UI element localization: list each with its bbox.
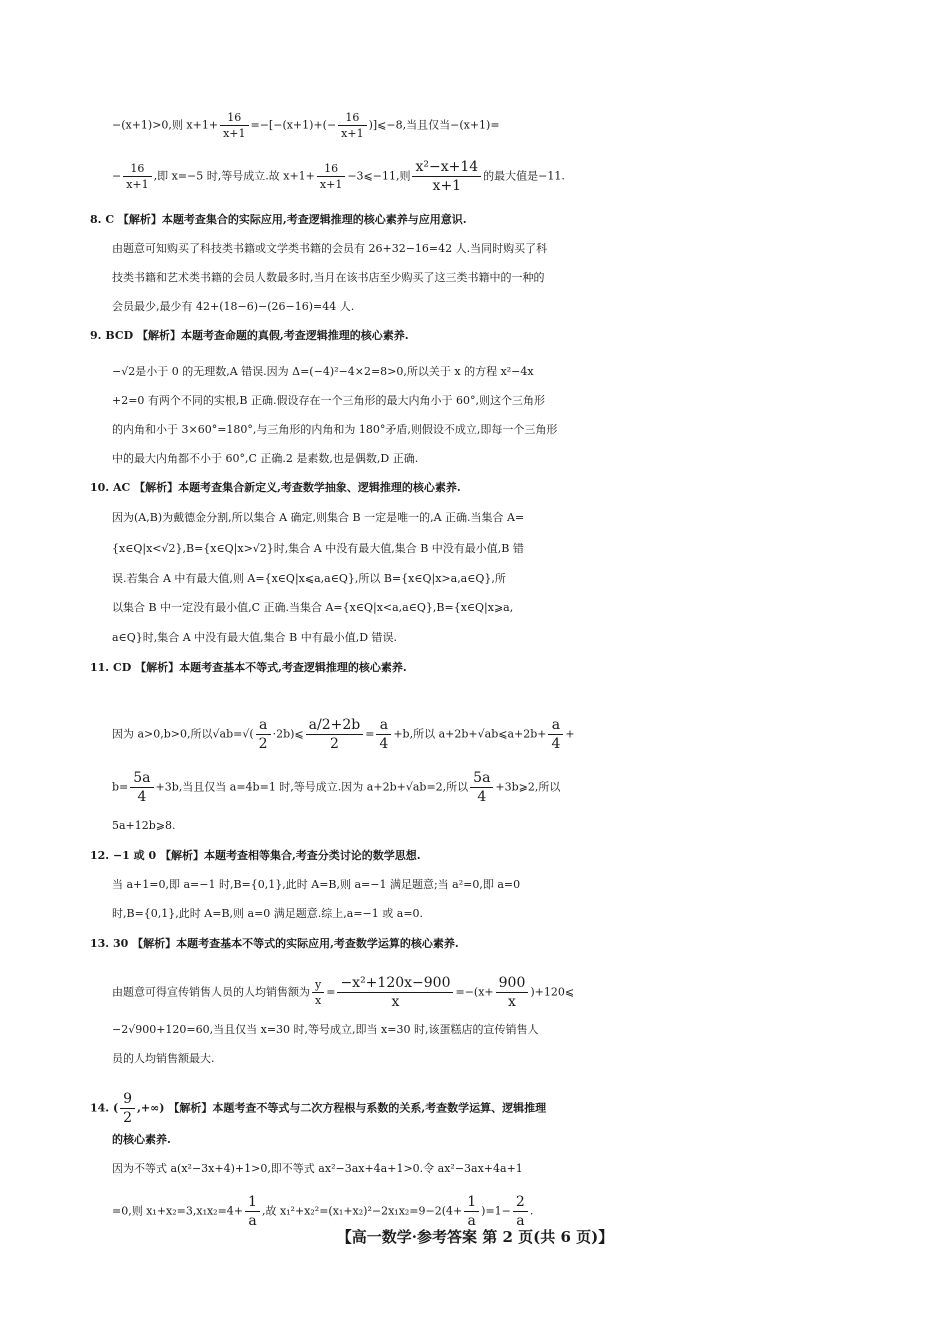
q10-body-1: 因为(A,B)为戴德金分割,所以集合 A 确定,则集合 B 一定是唯一的,A 正确.当集合 A= <box>112 511 525 524</box>
q13-heading: 13. 30 【解析】本题考查基本不等式的实际应用,考查数学运算的核心素养. <box>90 937 459 950</box>
q9-body-3: 的内角和小于 3×60°=180°,与三角形的内角和为 180°矛盾,则假设不成立,即每一个三角形 <box>112 423 558 436</box>
q8-body-1: 由题意可知购买了科技类书籍或文学类书籍的会员有 26+32−16=42 人.当同时购买了科 <box>112 242 548 255</box>
q14-heading: 14. ( $\frac{9}{2}$ ,+∞) 【解析】本题考查不等式与二次方程根与系数的关系,考查数学运算、逻辑推理 <box>90 1091 547 1126</box>
fraction: $\frac{16}{x+1}$ <box>317 163 345 190</box>
q12-body-2: 时,B={0,1},此时 A=B,则 a=0 满足题意.综上,a=−1 或 a=0. <box>112 907 424 920</box>
q10-body-2: {x∈Q|x<√2},B={x∈Q|x>√2}时,集合 A 中没有最大值,集合 B 中没有最小值,B 错 <box>112 542 524 555</box>
text: −(x+1)>0,则 x+1+ <box>112 118 219 132</box>
q10-body-5: a∈Q}时,集合 A 中没有最大值,集合 B 中有最小值,D 错误. <box>112 631 398 644</box>
fraction: $\frac{a/2+2b}{2}$ <box>306 718 364 751</box>
fraction: $\frac{9}{2}$ <box>120 1092 135 1125</box>
q14-body-2: =0,则 x₁+x₂=3,x₁x₂=4+ $\frac{1}{a}$ ,故 x₁²+x₂²=(x₁+x₂)²−2x₁x₂=9−2(4+ $\frac{1}{a}$ )=1− $\frac{2}{a}$ . <box>112 1194 534 1229</box>
q9-body-1: −√2是小于 0 的无理数,A 错误.因为 Δ=(−4)²−4×2=8>0,所以关于 x 的方程 x²−4x <box>112 365 534 378</box>
fraction: $\frac{900}{x}$ <box>496 976 529 1009</box>
fraction: $\frac{16}{x+1}$ <box>220 112 248 139</box>
q12-body-1: 当 a+1=0,即 a=−1 时,B={0,1},此时 A=B,则 a=−1 满足题意;当 a²=0,即 a=0 <box>112 878 521 891</box>
q11-body-1: 因为 a>0,b>0,所以√ab=√( $\frac{a}{2}$ ·2b)⩽ $\frac{a/2+2b}{2}$ = $\frac{a}{4}$ +b,所以 a+2b+√ab⩽a+2b+ $\frac{a}{4}$ + <box>112 717 575 752</box>
fraction: $\frac{16}{x+1}$ <box>338 112 366 139</box>
q14-body-1: 因为不等式 a(x²−3x+4)+1>0,即不等式 ax²−3ax+4a+1>0.令 ax²−3ax+4a+1 <box>112 1162 523 1175</box>
q14-heading-2: 的核心素养. <box>112 1133 171 1146</box>
continuation-line-2: − $\frac{16}{x+1}$ ,即 x=−5 时,等号成立.故 x+1+ $\frac{16}{x+1}$ −3⩽−11,则 $\frac{\text{x²−x+14}}{x+1}$ 的最大值是−11. <box>112 159 565 194</box>
fraction: $\frac{2}{a}$ <box>513 1195 528 1228</box>
q11-body-2: b= $\frac{5a}{4}$ +3b,当且仅当 a=4b=1 时,等号成立.因为 a+2b+√ab=2,所以 $\frac{5a}{4}$ +3b⩾2,所以 <box>112 770 561 805</box>
q11-heading: 11. CD 【解析】本题考查基本不等式,考查逻辑推理的核心素养. <box>90 661 407 674</box>
fraction: $\frac{1}{a}$ <box>464 1195 479 1228</box>
q9-body-2: +2=0 有两个不同的实根,B 正确.假设存在一个三角形的最大内角小于 60°,则这个三角形 <box>112 394 545 407</box>
q9-body-4: 中的最大内角都不小于 60°,C 正确.2 是素数,也是偶数,D 正确. <box>112 452 419 465</box>
q11-body-3: 5a+12b⩾8. <box>112 819 176 832</box>
fraction: $\frac{a}{4}$ <box>376 718 391 751</box>
q13-body-2: −2√900+120=60,当且仅当 x=30 时,等号成立,即当 x=30 时,该蛋糕店的宣传销售人 <box>112 1023 539 1036</box>
q10-heading: 10. AC 【解析】本题考查集合新定义,考查数学抽象、逻辑推理的核心素养. <box>90 481 461 494</box>
q8-heading: 8. C 【解析】本题考查集合的实际应用,考查逻辑推理的核心素养与应用意识. <box>90 213 467 226</box>
q10-body-3: 误.若集合 A 中有最大值,则 A={x∈Q|x⩽a,a∈Q},所以 B={x∈Q|x>a,a∈Q},所 <box>112 572 506 585</box>
fraction: $\frac{a}{2}$ <box>256 718 271 751</box>
q12-heading: 12. −1 或 0 【解析】本题考查相等集合,考查分类讨论的数学思想. <box>90 849 421 862</box>
q8-body-2: 技类书籍和艺术类书籍的会员人数最多时,当月在该书店至少购买了这三类书籍中的一种的 <box>112 271 545 284</box>
text: )]⩽−8,当且仅当−(x+1)= <box>368 118 500 132</box>
q10-body-4: 以集合 B 中一定没有最小值,C 正确.当集合 A={x∈Q|x<a,a∈Q},B={x∈Q|x⩾a, <box>112 601 514 614</box>
fraction: $\frac{5a}{4}$ <box>470 771 493 804</box>
fraction: $\frac{5a}{4}$ <box>130 771 153 804</box>
page-footer: 【高一数学·参考答案 第 2 页(共 6 页)】 <box>336 1228 614 1246</box>
fraction: $\frac{a}{4}$ <box>548 718 563 751</box>
q8-body-3: 会员最少,最少有 42+(18−6)−(26−16)=44 人. <box>112 300 355 313</box>
q13-body-3: 员的人均销售额最大. <box>112 1052 215 1065</box>
q9-heading: 9. BCD 【解析】本题考查命题的真假,考查逻辑推理的核心素养. <box>90 329 409 342</box>
q13-body-1: 由题意可得宣传销售人员的人均销售额为 $\frac{y}{x}$ = $\frac{\text{−x²+120x−900}}{x}$ =−(x+ $\frac{900}{x}$ )+120⩽ <box>112 975 575 1010</box>
fraction: $\frac{1}{a}$ <box>245 1195 260 1228</box>
fraction: $\frac{16}{x+1}$ <box>123 163 151 190</box>
fraction: $\frac{\text{−x²+120x−900}}{x}$ <box>337 976 453 1009</box>
text: =−[−(x+1)+(− <box>250 118 337 132</box>
fraction: $\frac{y}{x}$ <box>312 979 324 1006</box>
continuation-line-1 <box>0 112 950 139</box>
fraction: $\frac{\text{x²−x+14}}{x+1}$ <box>412 160 481 193</box>
